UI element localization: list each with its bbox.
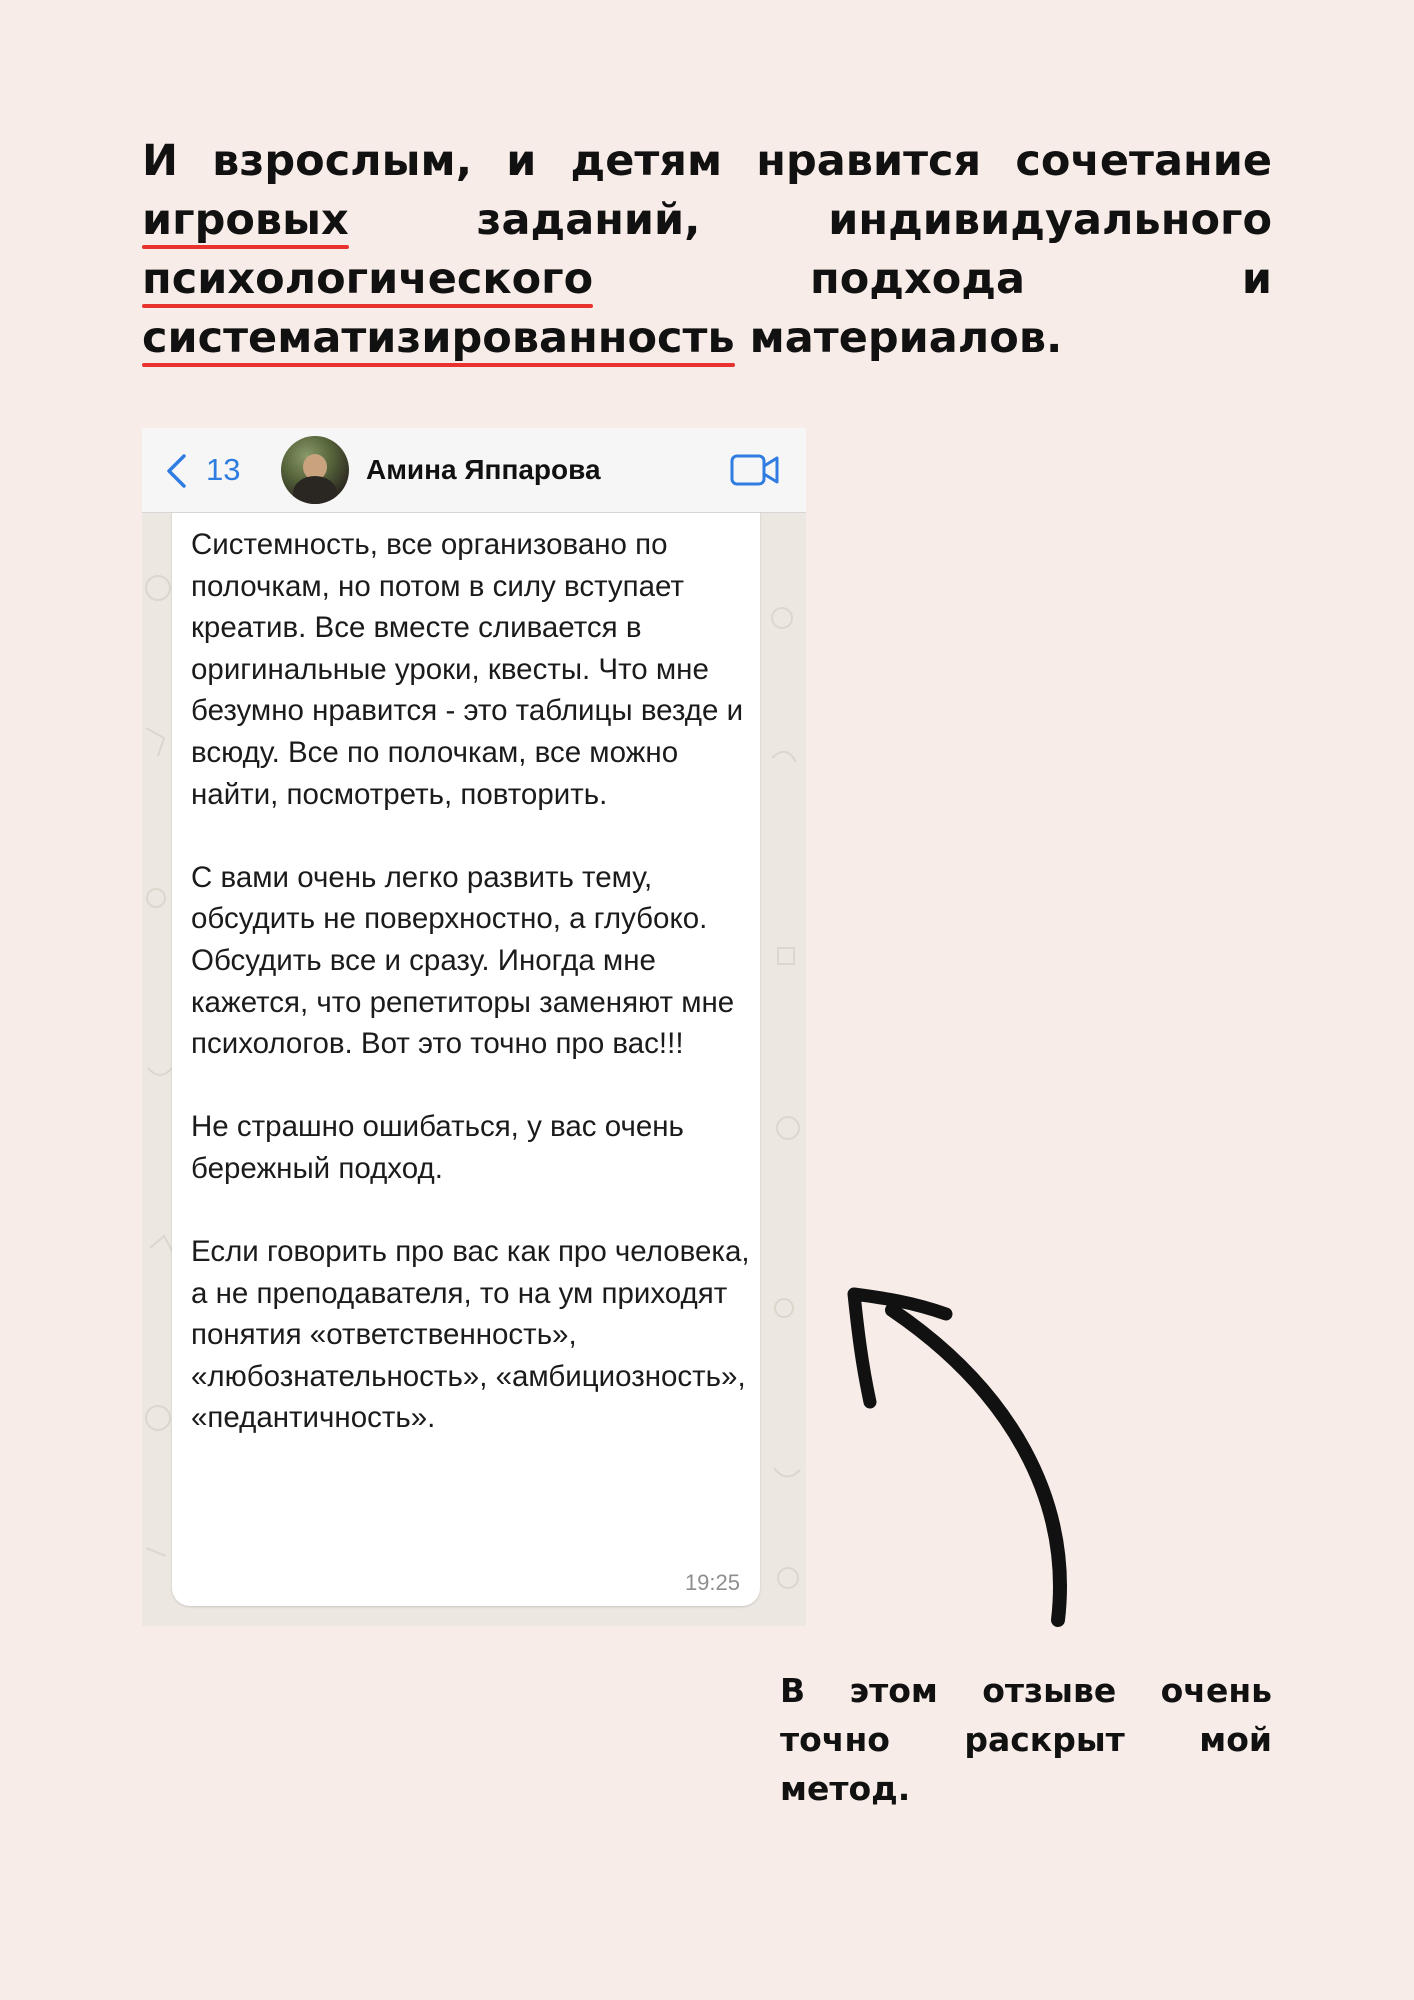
- message-bubble: [172, 484, 760, 1606]
- video-call-icon[interactable]: [730, 452, 780, 488]
- message-text: Системность, все организовано по полочкам, но потом в силу вступает креатив. Все вместе сливается в оригинальные уроки, квесты. Что мне безумно нравится - это таблицы везде и всюду. Все по полочкам, все можно найти, посмотреть, повторить. С вами очень легко развить тему, обсудить не поверхностно, а глубоко. Обсудить все и сразу. Иногда мне кажется, что репетиторы заменяют мне психологов. Вот это точно про вас!!! Не страшно ошибаться, у вас очень бережный подход. Если говорить про вас как про человека, а не преподавателя, то на ум приходят понятия «ответственность», «любознательность», «амбициозность», «педантичность».: [191, 528, 750, 1435]
- avatar[interactable]: [281, 436, 349, 504]
- headline-highlight-game: игровых: [142, 195, 349, 245]
- headline-text-3: подхода и: [593, 254, 1272, 304]
- chat-header: [142, 428, 806, 513]
- headline-highlight-psych: психологического: [142, 254, 594, 304]
- headline-text-1: И взрослым, и детям нравится сочетание: [142, 136, 1272, 186]
- headline: [142, 132, 1272, 368]
- curved-arrow-icon: [840, 1270, 1100, 1630]
- contact-name[interactable]: Амина Яппарова: [366, 454, 601, 485]
- author-note: В этом отзыве очень точно раскрыт мой метод.: [780, 1671, 1272, 1808]
- message-time: 19:25: [684, 1570, 740, 1595]
- back-unread-count[interactable]: 13: [206, 452, 241, 487]
- chevron-left-icon[interactable]: [164, 452, 188, 490]
- chat-screenshot: [142, 428, 806, 1626]
- headline-highlight-system: систематизированность: [142, 313, 735, 363]
- headline-text-4: материалов.: [734, 313, 1063, 363]
- headline-text-2: заданий, индивидуального: [348, 195, 1272, 245]
